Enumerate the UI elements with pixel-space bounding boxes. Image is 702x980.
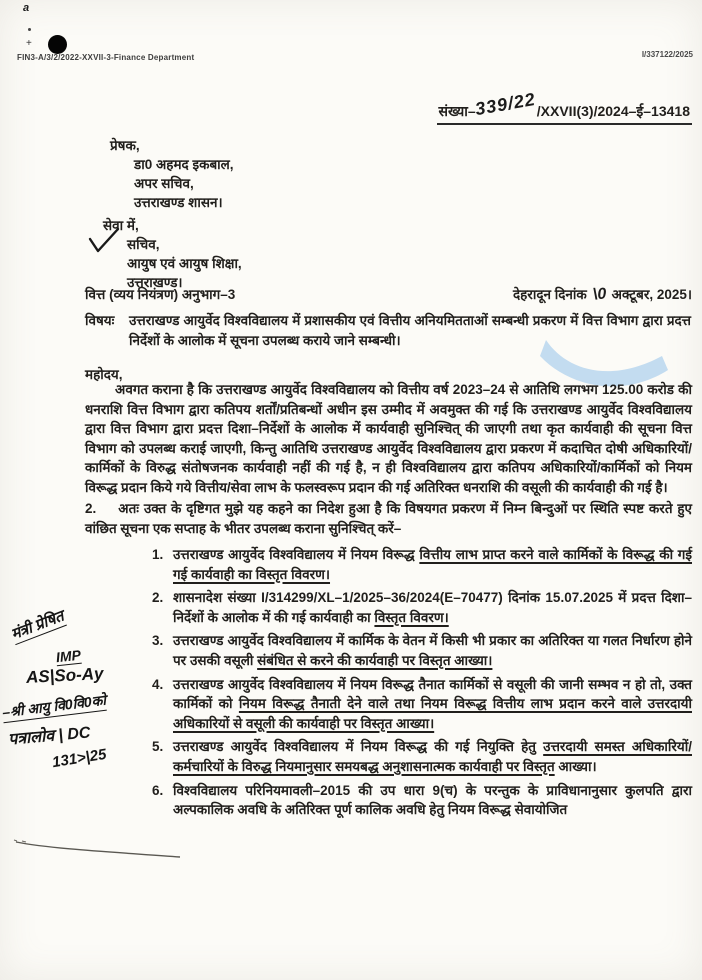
place-date	[513, 285, 692, 304]
margin-handwriting: पत्रालोव | DC	[7, 724, 92, 749]
section-date-row	[85, 285, 692, 304]
margin-handwriting: AS|So-Ay	[25, 663, 104, 688]
sender-designation: अपर सचिव,	[134, 176, 194, 191]
list-item-number: 2.	[152, 590, 164, 606]
margin-handwriting: –श्री आयु वि0वि0को	[1, 691, 107, 724]
letter-number-line	[437, 88, 692, 125]
list-item-text: उत्तराखण्ड आयुर्वेद विश्वविद्यालय में नियम विरूद्ध की गई नियुक्ति हेतु उत्तरदायी समस्त अधिकारियों/कर्मचारियों के विरुद्ध नियमानुसार समयबद्ध अनुशासनात्मक कार्यवाही पर विस्तृत आख्या।	[173, 739, 692, 774]
paragraph-number: 2.	[85, 501, 97, 516]
corner-scribble-mark: a	[23, 2, 30, 14]
margin-handwriting: IMP	[55, 646, 82, 666]
body-paragraph-2	[85, 499, 692, 538]
list-item-text: शासनादेश संख्या I/314299/XL–1/2025–36/2024(E–70477) दिनांक 15.07.2025 में प्रदत्त दिशा–निर्देशों के आलोक में की गई कार्यवाही का विस्तृत विवरण।	[173, 590, 692, 625]
scratch-line	[12, 836, 192, 862]
margin-handwriting: 131>|25	[51, 745, 108, 772]
list-item	[152, 545, 692, 584]
sender-organisation: उत्तराखण्ड शासन।	[134, 195, 223, 210]
list-item	[152, 737, 692, 776]
ink-speck	[28, 28, 31, 31]
place-date-prefix: देहरादून दिनांक	[512, 287, 587, 302]
handwritten-letter-number: 339/22	[473, 88, 537, 120]
section-name: वित्त (व्यय नियंत्रण) अनुभाग–3	[85, 287, 236, 302]
recipient-label: सेवा में,	[103, 218, 139, 233]
letter-number-label: संख्या–	[438, 103, 476, 119]
recipient-block	[103, 216, 242, 292]
recipient-designation: सचिव,	[127, 237, 160, 252]
list-item	[152, 588, 692, 627]
list-item-number: 4.	[152, 676, 164, 692]
file-reference: FIN3-A/3/2/2022-XXVII-3-Finance Department	[17, 53, 195, 62]
subject-label: विषयः	[85, 313, 115, 328]
margin-handwriting: मंत्री प्रेषित	[8, 607, 67, 644]
list-item-text: उत्तराखण्ड आयुर्वेद विश्वविद्यालय में नियम विरूद्ध तैनात कार्मिकों से वसूली की जानी सम्भव न हो तो, उक्त कार्मिकों को नियम विरूद्ध तैनाती देने वाले तथा नियम विरूद्ध वित्तीय लाभ प्रदान करने वाले उत्तरदायी अधिकारियों से वसूली की कार्यवाही पर विस्तृत आख्या।	[173, 676, 692, 731]
plus-mark: +	[26, 38, 32, 49]
list-item-text: उत्तराखण्ड आयुर्वेद विश्वविद्यालय में नियम विरूद्ध वित्तीय लाभ प्राप्त करने वाले कार्मिकों के विरूद्ध की गई गई कार्यवाही का विस्तृत विवरण।	[173, 547, 692, 582]
list-item-number: 6.	[152, 782, 164, 798]
subject-text: उत्तराखण्ड आयुर्वेद विश्वविद्यालय में प्रशासकीय एवं वित्तीय अनियमितताओं सम्बन्धी प्रकरण में वित्त विभाग द्वारा प्रदत्त निर्देशों के आलोक में सूचना उपलब्ध कराये जाने सम्बन्धी।	[129, 313, 691, 348]
sender-block	[110, 136, 234, 212]
list-item-number: 3.	[152, 633, 164, 649]
place-date-suffix: अक्टूबर, 2025।	[611, 287, 692, 302]
list-item-number: 1.	[152, 547, 164, 562]
ink-dot-mark	[48, 35, 67, 54]
recipient-department: आयुष एवं आयुष शिक्षा,	[127, 256, 242, 271]
points-list	[152, 545, 692, 824]
body-paragraph-1: अवगत कराना है कि उत्तराखण्ड आयुर्वेद विश्वविद्यालय को वित्तीय वर्ष 2023–24 से आतिथि लगभग 125.00 करोड की धनराशि वित्त विभाग द्वारा कतिपय शर्तों/प्रतिबन्धों अधीन इस उम्मीद में अवमुक्त की गई कि उत्तराखण्ड आयुर्वेद विश्वविद्यालय द्वारा वित्त विभाग द्वारा प्रदत्त दिशा–निर्देशों के आलोक में कार्यवाही सुनिश्चित् की जाएगी तथा कृत कार्यवाही की सूचना वित्त विभाग को उपलब्ध कराई जाएगी, किन्तु आतिथि उत्तराखण्ड आयुर्वेद विश्वविद्यालय द्वारा प्रकरण में कदाचित दोषी अधिकारियों/कार्मिकों के विरुद्ध संतोषजनक कार्यवाही नहीं की गई है, न ही विश्वविद्यालय द्वारा कतिपय अधिकारियों/कार्मिकों को नियम विरूद्ध प्रदान किये गये वित्तीय/सेवा लाभ के फलस्वरूप प्रदान की गई अतिरिक्त धनराशि की वसूली की कार्यवाही की गई है।	[85, 382, 692, 495]
paragraph-text: अतः उक्त के दृष्टिगत मुझे यह कहने का निदेश हुआ है कि विषयगत प्रकरण में निम्न बिन्दुओं पर स्थिति स्पष्ट करते हुए वांछित सूचना एक सप्ताह के भीतर उपलब्ध कराना सुनिश्चित् करें–	[85, 501, 692, 536]
printed-letter-number: /XXVII(3)/2024–ई–13418	[536, 103, 690, 119]
list-item	[152, 781, 692, 820]
handwritten-date-day: \0	[591, 285, 607, 304]
list-item-number: 5.	[152, 739, 164, 755]
e-office-number: I/337122/2025	[641, 50, 693, 59]
sender-name: डा0 अहमद इकबाल,	[134, 157, 234, 172]
list-item	[152, 675, 692, 734]
recipient-state: उत्तराखण्ड।	[127, 275, 183, 290]
salutation: महोदय,	[85, 367, 123, 382]
sender-label: प्रेषक,	[110, 138, 140, 153]
list-item	[152, 631, 692, 670]
checkmark-icon	[87, 226, 121, 256]
list-item-text: विश्वविद्यालय परिनियमावली–2015 की उप धारा 9(च) के परन्तुक के प्राविधानानुसार कुलपति द्वारा अल्पकालिक अवधि के अतिरिक्त पूर्ण कालिक अवधि हेतु नियम विरूद्ध सेवायोजित	[173, 782, 692, 818]
list-item-text: उत्तराखण्ड आयुर्वेद विश्वविद्यालय में कार्मिक के वेतन में किसी भी प्रकार का अतिरिक्त या गलत निर्धारण होने पर उसकी वसूली संबंधित से करने की कार्यवाही पर विस्तृत आख्या।	[173, 633, 692, 668]
